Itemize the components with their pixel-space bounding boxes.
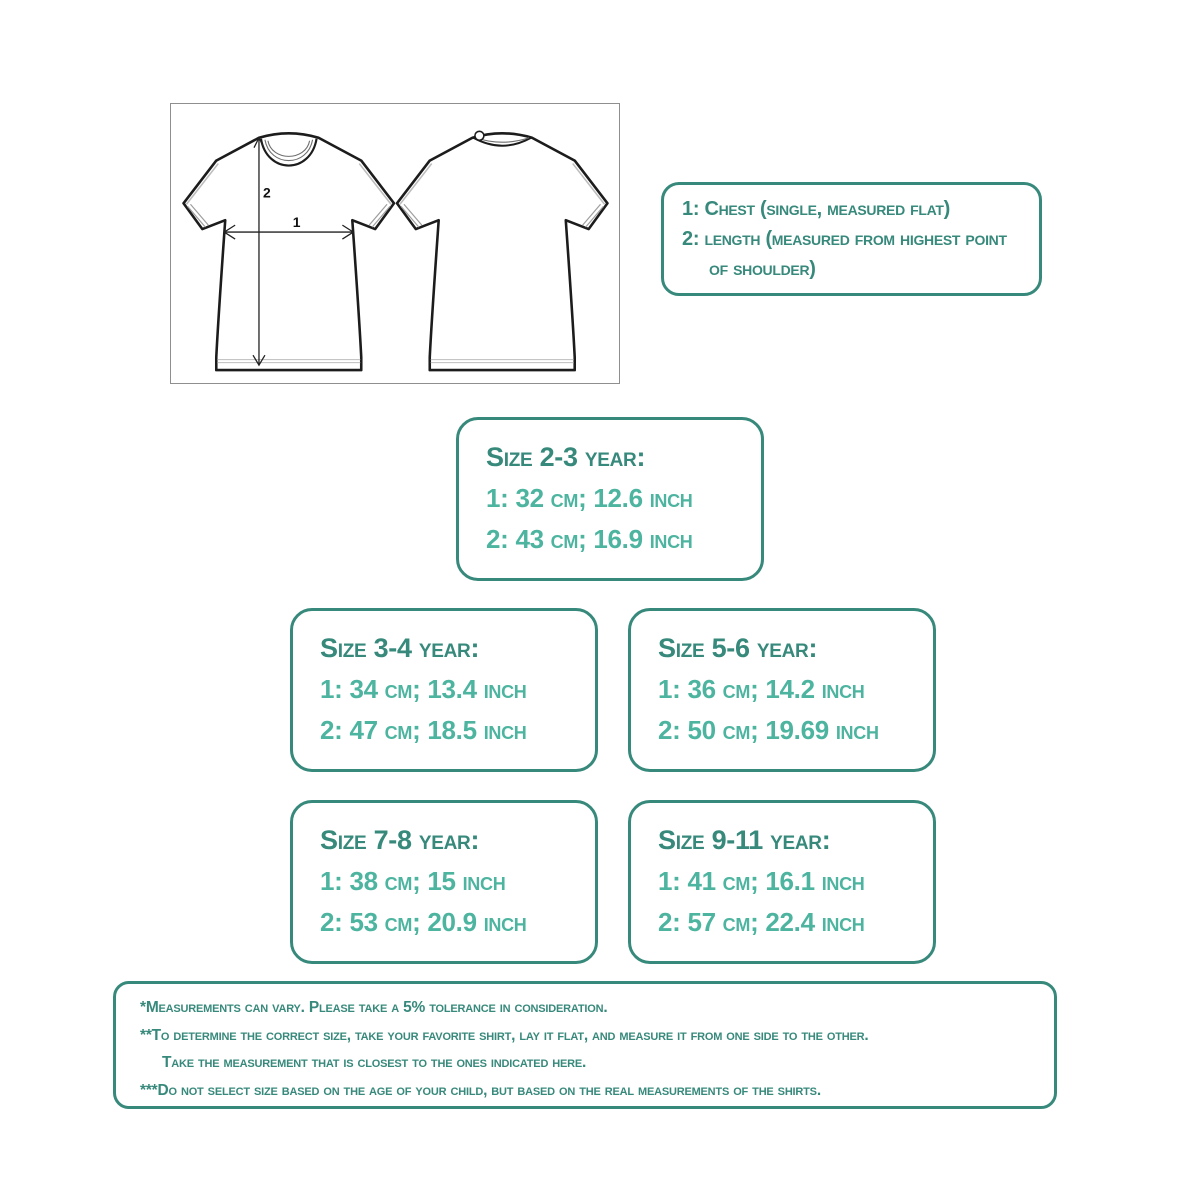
size-length-value: 2: 53 cm; 20.9 inch	[320, 907, 527, 937]
shirt-back-drawing	[397, 131, 607, 370]
length-marker-label: 2	[262, 184, 271, 201]
shirt-drawing-svg	[171, 104, 619, 383]
size-title: Size 5-6 year:	[658, 633, 818, 663]
size-box-5-6-year	[628, 608, 936, 772]
chest-marker-label: 1	[292, 214, 301, 231]
size-chest-value: 1: 38 cm; 15 inch	[320, 866, 506, 896]
size-chest-value: 1: 34 cm; 13.4 inch	[320, 674, 527, 704]
size-title: Size 2-3 year:	[486, 442, 646, 472]
measurement-legend-box	[661, 182, 1042, 296]
size-box-7-8-year	[290, 800, 598, 964]
size-title: Size 7-8 year:	[320, 825, 480, 855]
size-length-value: 2: 50 cm; 19.69 inch	[658, 715, 879, 745]
note-tolerance: *Measurements can vary. Please take a 5% tolerance in consideration.	[140, 999, 608, 1016]
size-title: Size 9-11 year:	[658, 825, 831, 855]
shirt-front-drawing	[184, 133, 394, 370]
note-age-warning: ***Do not select size based on the age of your child, but based on the real measurements of the shirts.	[140, 1081, 821, 1099]
size-box-2-3-year	[456, 417, 764, 581]
hanger-loop	[475, 131, 484, 140]
size-box-3-4-year	[290, 608, 598, 772]
size-title: Size 3-4 year:	[320, 633, 480, 663]
size-chest-value: 1: 41 cm; 16.1 inch	[658, 866, 865, 896]
size-length-value: 2: 43 cm; 16.9 inch	[486, 524, 693, 554]
size-chest-value: 1: 32 cm; 12.6 inch	[486, 483, 693, 513]
size-chest-value: 1: 36 cm; 14.2 inch	[658, 674, 865, 704]
size-length-value: 2: 47 cm; 18.5 inch	[320, 715, 527, 745]
legend-line-length: 2: length (measured from highest point of shoulder)	[682, 228, 1007, 280]
size-length-value: 2: 57 cm; 22.4 inch	[658, 907, 865, 937]
shirt-measurement-diagram	[170, 103, 620, 384]
note-how-to-measure: **To determine the correct size, take your favorite shirt, lay it flat, and measure it from one side to the other.	[140, 1026, 869, 1044]
measurement-notes-box	[113, 981, 1057, 1109]
legend-line-chest: 1: Chest (single, measured flat)	[682, 198, 951, 220]
note-how-to-measure-cont: Take the measurement that is closest to the ones indicated here.	[162, 1054, 587, 1071]
size-box-9-11-year	[628, 800, 936, 964]
